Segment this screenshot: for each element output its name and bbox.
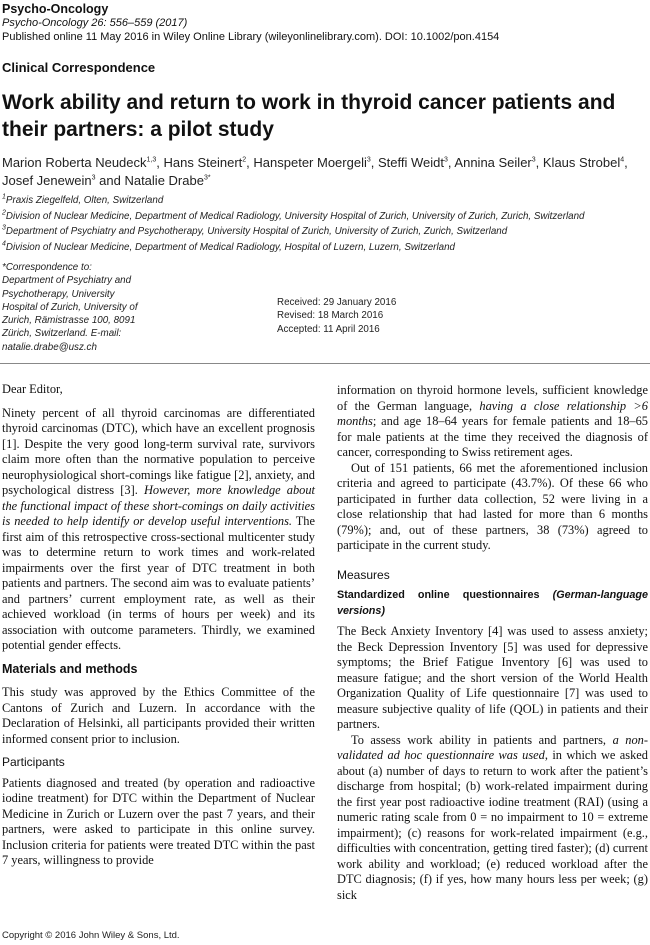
salutation: Dear Editor, (2, 382, 63, 396)
questionnaires-heading: Standardized online questionnaires (German-language versions) (337, 589, 648, 617)
affiliation-item: $^2$Division of Nuclear Medicine, Department of Medical Radiology, University Hospital of Zurich, University of Zurich, Zurich, Switzerland (2, 209, 585, 222)
received-date: Received: 29 January 2016 (277, 297, 397, 308)
ethics-paragraph: This study was approved by the Ethics Committee of the Cantons of Zurich and Luzern. In accordance with the Declaration of Helsinki, all participants provided their written informed consent prior to inclusion. (2, 685, 315, 746)
affiliation-item: $^4$Division of Nuclear Medicine, Department of Medical Radiology, Hospital of Luzern, Luzern, Switzerland (2, 240, 455, 253)
author-name: Klaus Strobel$^4$ (542, 155, 625, 170)
section-label: Clinical Correspondence (2, 60, 156, 75)
correspondence: *Correspondence to: Department of Psychiatry and Psychotherapy, University Hospital of Zurich, University of Zurich, Rämistrasse 100, 8091 Zürich, Switzerland. E-mail: natalie.drabe@usz.ch (2, 262, 138, 353)
author-name: Josef Jenewein$^3$ (2, 172, 96, 188)
article-title: Work ability and return to work in thyroid cancer patients and their partners: a pilot study (2, 91, 616, 141)
affiliation-item: $^1$Praxis Ziegelfeld, Olten, Switzerland (2, 193, 164, 206)
revised-date: Revised: 18 March 2016 (277, 310, 384, 322)
author-list: Marion Roberta Neudeck$^{1,3}$, Hans Steinert$^2$, Hanspeter Moergeli$^3$, Steffi Weidt$^3$, Annina Seiler$^3$, Klaus Strobel$^4$, Josef Jenewein$^3$ and Natalie Drabe$^{3*}$ (2, 155, 628, 188)
publication-info: Published online 11 May 2016 in Wiley Online Library (wileyonlinelibrary.com). DOI: 10.1002/pon.4154 (2, 31, 500, 43)
author-name: Annina Seiler$^3$ (454, 155, 536, 170)
accepted-date: Accepted: 11 April 2016 (277, 323, 380, 335)
author-name: Natalie Drabe$^{3*}$ (124, 172, 211, 188)
author-name: Hanspeter Moergeli$^3$ (253, 155, 371, 170)
participants-paragraph: Patients diagnosed and treated (by operation and radioactive iodine treatment) for DTC within the Department of Nuclear Medicine in Zurich or Luzern over the past 7 years, and their partners, were asked to participate in this online survey. Inclusion criteria for patients were treated DTC within the past 7 years, willingness to provide (2, 775, 315, 867)
intro-paragraph: Ninety percent of all thyroid carcinomas are differentiated thyroid carcinomas (DTC), which have an excellent prognosis [1]. Despite the very good long-term survival rate, survivors claim more often than the normative population to perceive neurophysiological short-comings like fatigue [2], anxiety, and psychological distress [3]. However, more knowledge about the functional impact of these short-comings on daily activities is needed to help identify or develop useful interventions. The first aim of this retrospective cross-sectional multicenter study was to determine return to work times and work-related impairments over the first year of DTC treatment in both patients and partners. The second aim was to evaluate patients’ and partners’ current employment rate, as well as their achieved workload (in terms of hours per week) and its association with outcome parameters. Thirdly, we examined potential gender effects. (2, 405, 315, 652)
citation: Psycho-Oncology 26: 556–559 (2017) (2, 17, 188, 29)
work-ability-paragraph: To assess work ability in patients and partners, a non-validated ad hoc questionnaire was used, in which we asked about (a) number of days to return to work after the patient’s discharge from hospital; (b) work-related impairment during the first year post radioactive iodine treatment (RAI) (using a numeric rating scale from 0 = no impairment to 10 = extreme impairment); (c) reasons for work-related impairment (e.g., difficulties with concentration, getting tired faster); (d) current work ability and workload; (e) reduced workload after the DTC diagnosis; (f) if yes, how many hours less per week; (g) sick (337, 732, 648, 902)
copyright-footer: Copyright © 2016 John Wiley & Sons, Ltd. (2, 930, 180, 941)
questionnaires-paragraph: The Beck Anxiety Inventory [4] was used to assess anxiety; the Beck Depression Inventory [5] was used for depressive symptoms; the Brief Fatigue Inventory [6] was used to measure fatigue; and the short version of the World Health Organization Quality of Life questionnaire [7] was used to measure subjective quality of life (QOL) in patients and their partners. (337, 624, 648, 731)
right-column (337, 383, 648, 903)
author-name: Marion Roberta Neudeck$^{1,3}$ (2, 155, 157, 170)
journal-name: Psycho-Oncology (2, 2, 109, 16)
affiliation-item: $^3$Department of Psychiatry and Psychotherapy, University Hospital of Zurich, University of Zurich, Zurich, Switzerland (2, 224, 508, 237)
participants-heading: Participants (2, 755, 65, 769)
affiliations (2, 193, 642, 255)
header-divider (0, 363, 650, 364)
author-name: Steffi Weidt$^3$ (378, 155, 448, 170)
recruitment-paragraph: Out of 151 patients, 66 met the aforementioned inclusion criteria and agreed to participate (43.7%). Of these 66 who participated in further data collection, 52 were living in a close relationship that had lasted for more than 6 months (79%); and, out of these partners, 38 (73%) agreed to participate in the current study. (337, 460, 648, 552)
inclusion-paragraph: information on thyroid hormone levels, sufficient knowledge of the German language, having a close relationship >6 months; and age 18–64 years for female patients and 18–65 for male patients at the time they received the diagnosis of cancer, corresponding to Swiss retirement ages. (337, 383, 648, 459)
article-dates (277, 296, 396, 336)
author-name: Hans Steinert$^2$ (163, 155, 247, 170)
measures-heading: Measures (337, 567, 390, 582)
methods-heading: Materials and methods (2, 661, 138, 676)
left-column (2, 382, 315, 869)
